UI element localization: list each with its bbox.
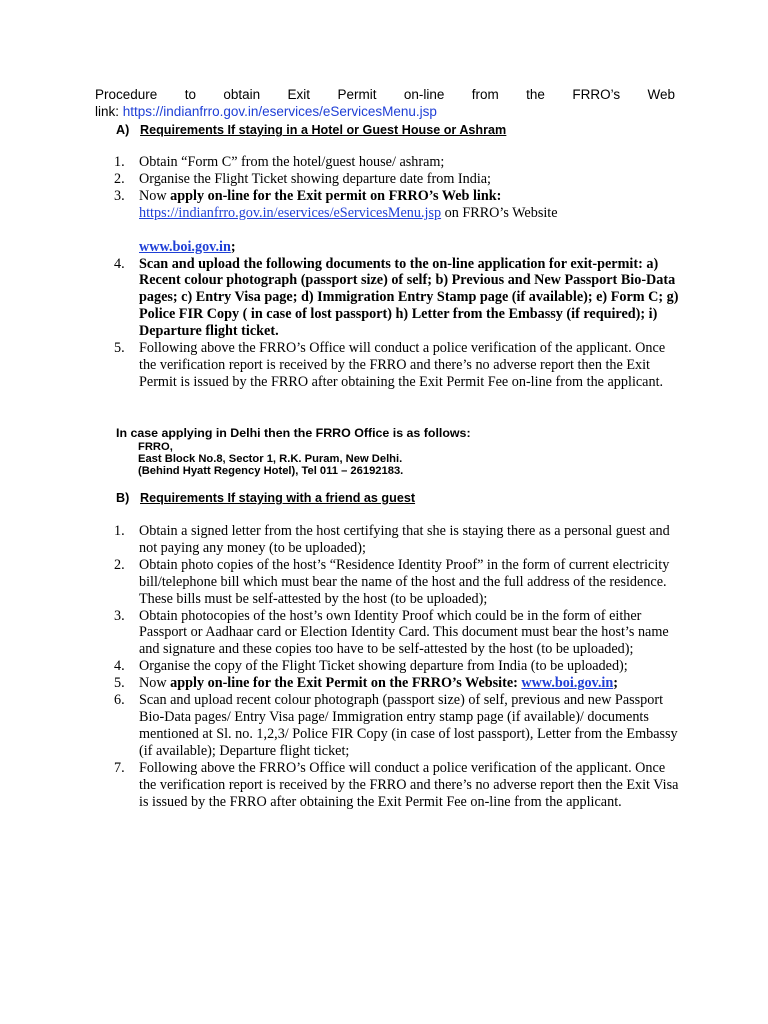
item-suffix: ; — [613, 675, 618, 692]
item-text — [139, 188, 679, 256]
item-number: 6. — [114, 692, 125, 709]
boi-website-link[interactable]: www.boi.gov.in — [139, 238, 231, 255]
intro-word: Procedure — [95, 87, 158, 102]
intro-link-line — [95, 103, 675, 120]
section-b-heading — [116, 490, 415, 506]
list-item — [114, 557, 679, 608]
item-number: 1. — [114, 523, 125, 539]
item-text — [139, 675, 679, 692]
item-number: 7. — [114, 759, 125, 776]
office-name: FRRO, — [138, 441, 173, 453]
item-prefix: Now — [139, 675, 171, 692]
item-number: 4. — [114, 658, 125, 675]
intro-word: Permit — [337, 87, 377, 102]
section-b-tag: B) — [116, 491, 130, 505]
office-address-block — [116, 425, 471, 478]
item-number: 2. — [114, 170, 125, 187]
list-item — [114, 608, 679, 659]
list-item — [114, 171, 679, 188]
item-number: 1. — [114, 154, 125, 170]
item-text: Following above the FRRO’s Office will conduct a police verification of the applicant. Once the verification report is received by the FRRO and there’s no adverse report then the Exit Visa is issued by the FRRO after obtaining the Exit Permit Fee on-line from the applicant. — [139, 759, 679, 810]
list-item — [114, 692, 679, 760]
list-item — [114, 675, 679, 692]
office-address — [116, 441, 471, 478]
item-text: Obtain a signed letter from the host certifying that she is staying there as a personal guest and not paying any money (to be uploaded); — [139, 523, 670, 556]
office-landmark: (Behind Hyatt Regency Hotel), Tel 011 – 26192183. — [138, 465, 404, 478]
intro-line — [95, 86, 675, 103]
item-suffix: on FRRO’s Website — [441, 204, 558, 221]
item-suffix: ; — [230, 238, 236, 255]
item-text: Scan and upload the following documents to the on-line application for exit-permit: a) Recent colour photograph (passport size) of self; b) Previous and New Passport Bio-Data pages; c) Entry Visa page; d) Immigration Entry Stamp page (if available); e) Form C; g) Police FIR Copy ( in case of lost passport) h) Letter from the Embassy (if required); i) Departure flight ticket. — [139, 255, 679, 340]
intro-link-label: link: — [95, 104, 120, 119]
intro-word: Web — [647, 87, 675, 102]
item-prefix: Now — [139, 187, 171, 204]
frro-eservices-link[interactable]: https://indianfrro.gov.in/eservices/eServicesMenu.jsp — [139, 204, 442, 221]
list-item — [114, 340, 679, 391]
item-text: Scan and upload recent colour photograph (passport size) of self, previous and new Passport Bio-Data pages/ Entry Visa page/ Immigration entry stamp page (if available)/ documents mentioned at Sl. no. 1,2,3/ Police FIR Copy (in case of lost passport), Letter from the Embassy (if available); Departure flight ticket; — [139, 692, 678, 759]
boi-website-link[interactable]: www.boi.gov.in — [521, 675, 614, 692]
office-intro: In case applying in Delhi then the FRRO Office is as follows: — [116, 426, 471, 440]
item-number: 2. — [114, 556, 125, 573]
intro-word: the — [526, 87, 545, 102]
intro-word: obtain — [223, 87, 261, 102]
item-number: 3. — [114, 607, 125, 624]
item-text: Organise the copy of the Flight Ticket showing departure from India (to be uploaded); — [139, 658, 628, 675]
item-number: 3. — [114, 187, 125, 204]
section-a-list — [114, 154, 679, 391]
item-bold: apply on-line for the Exit permit on FRRO’s Web link: — [170, 187, 502, 204]
item-bold: apply on-line for the Exit Permit on the FRRO’s Website: — [170, 675, 522, 692]
section-b-list — [114, 523, 679, 810]
item-number: 5. — [114, 675, 125, 692]
intro-word: FRRO’s — [572, 87, 621, 102]
intro-word: Exit — [287, 87, 311, 102]
list-item — [114, 256, 679, 341]
office-street: East Block No.8, Sector 1, R.K. Puram, New Delhi. — [138, 453, 403, 466]
item-text: Organise the Flight Ticket showing departure date from India; — [139, 170, 491, 187]
list-item — [114, 154, 679, 171]
intro-word: on-line — [403, 87, 445, 102]
item-text: Obtain photocopies of the host’s own Identity Proof which could be in the form of either Passport or Aadhaar card or Election Identity Card. This document must bear the host’s name and signature and these copies too have to be self-attested by the host (to be uploaded); — [139, 607, 669, 658]
item-number: 4. — [114, 255, 125, 272]
item-text: Following above the FRRO’s Office will conduct a police verification of the applicant. Once the verification report is received by the FRRO and there’s no adverse report then the Exit Permit is issued by the FRRO after obtaining the Exit Permit Fee on-line from the applicant. — [139, 340, 666, 390]
item-text: Obtain photo copies of the host’s “Residence Identity Proof” in the form of current electricity bill/telephone bill which must bear the name of the host and the full address of the residence. These bills must be self-attested by the host (to be uploaded); — [139, 556, 670, 607]
intro-paragraph — [95, 86, 675, 120]
section-a-title: Requirements If staying in a Hotel or Guest House or Ashram — [140, 123, 507, 137]
frro-eservices-link[interactable]: https://indianfrro.gov.in/eservices/eServicesMenu.jsp — [122, 104, 437, 119]
list-item — [114, 658, 679, 675]
item-number: 5. — [114, 340, 125, 357]
list-item — [114, 523, 679, 557]
item-text: Obtain “Form C” from the hotel/guest house/ ashram; — [139, 154, 445, 170]
list-item — [114, 760, 679, 811]
section-a-heading — [116, 122, 506, 138]
list-item — [114, 188, 679, 256]
intro-word: to — [184, 87, 196, 102]
section-a-tag: A) — [116, 123, 130, 137]
intro-word: from — [471, 87, 499, 102]
section-b-title: Requirements If staying with a friend as guest — [140, 491, 416, 505]
